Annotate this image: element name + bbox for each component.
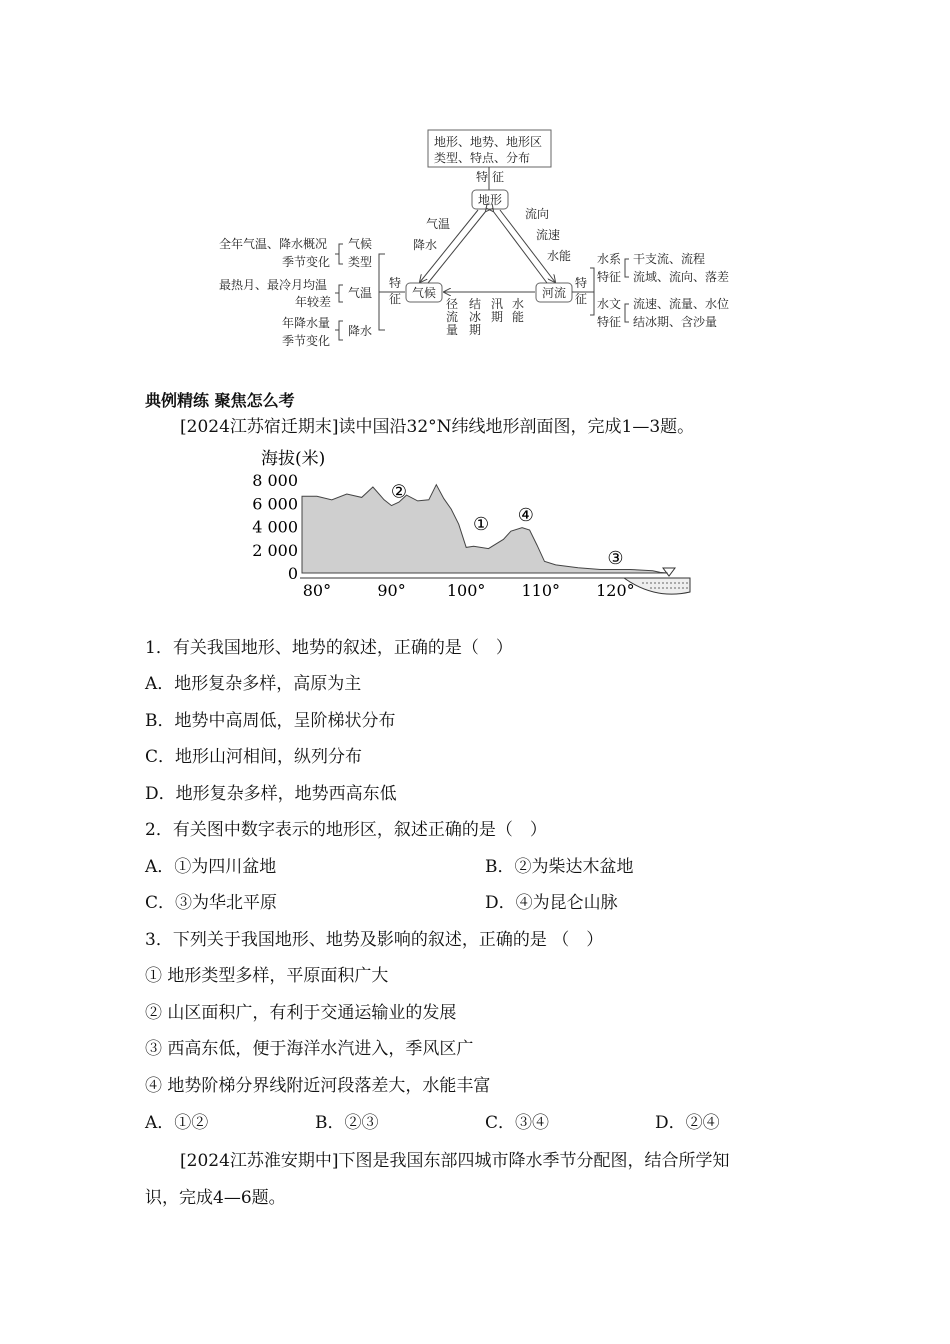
terrain-marker: ④ bbox=[517, 504, 534, 526]
climate-item: 季节变化 bbox=[282, 334, 331, 348]
y-tick-label: 6 000 bbox=[252, 494, 298, 514]
q3-statement: ④ 地势阶梯分界线附近河段落差大，水能丰富 bbox=[145, 1076, 491, 1096]
concept-diagram bbox=[0, 0, 950, 370]
intro-text-2-cont: 识，完成4—6题。 bbox=[145, 1188, 286, 1208]
feature-label: 征 bbox=[389, 292, 402, 306]
climate-group-label: 降水 bbox=[348, 324, 373, 338]
q2-option: B．②为柴达木盆地 bbox=[485, 857, 634, 877]
edge-label: 气温 bbox=[426, 217, 451, 231]
edge-label: 量 bbox=[446, 323, 459, 337]
q1-option: C．地形山河相间，纵列分布 bbox=[145, 747, 363, 767]
q2-option: A．①为四川盆地 bbox=[145, 857, 277, 877]
y-tick-label: 0 bbox=[287, 564, 298, 583]
q3-option: B．②③ bbox=[315, 1113, 379, 1133]
feature-label: 特 bbox=[575, 276, 588, 290]
edge-label: 汛 bbox=[491, 297, 504, 311]
q2-option: D．④为昆仑山脉 bbox=[485, 893, 618, 913]
edge-label: 期 bbox=[469, 323, 482, 337]
river-group-label: 特征 bbox=[597, 270, 622, 284]
terrain-marker: ① bbox=[473, 514, 490, 536]
question-2-stem: 2．有关图中数字表示的地形区，叙述正确的是（ ） bbox=[145, 820, 547, 840]
river-group-label: 水文 bbox=[597, 297, 622, 311]
edge-label: 流向 bbox=[525, 207, 550, 221]
edge-label: 结 bbox=[469, 297, 482, 311]
q1-option: B．地势中高周低，呈阶梯状分布 bbox=[145, 711, 396, 731]
q1-option: A．地形复杂多样，高原为主 bbox=[145, 674, 362, 694]
intro-text-2: [2024江苏淮安期中]下图是我国东部四城市降水季节分配图，结合所学知 bbox=[180, 1151, 730, 1171]
river-group-label: 水系 bbox=[597, 252, 622, 266]
terrain-content-line: 地形、地势、地形区 bbox=[434, 135, 543, 149]
node-river-label: 河流 bbox=[542, 286, 567, 300]
water-level-icon bbox=[663, 568, 675, 576]
node-climate-label: 气候 bbox=[412, 286, 437, 300]
edge-label: 能 bbox=[512, 310, 525, 324]
terrain-marker: ③ bbox=[607, 547, 624, 569]
edge-label: 流速 bbox=[536, 228, 561, 242]
section-title: 典例精练 聚焦怎么考 bbox=[145, 391, 295, 410]
y-tick-label: 2 000 bbox=[252, 540, 298, 560]
feature-label: 特 bbox=[476, 170, 489, 184]
q3-statement: ③ 西高东低，便于海洋水汽进入，季风区广 bbox=[145, 1039, 474, 1059]
q2-option: C．③为华北平原 bbox=[145, 893, 278, 913]
terrain-content-line: 类型、特点、分布 bbox=[434, 151, 531, 165]
edge-label: 冰 bbox=[469, 310, 482, 324]
node-terrain-label: 地形 bbox=[478, 193, 503, 207]
q3-option: D．②④ bbox=[655, 1113, 720, 1133]
q3-statement: ② 山区面积广，有利于交通运输业的发展 bbox=[145, 1003, 457, 1023]
river-item: 结冰期、含沙量 bbox=[633, 315, 718, 329]
climate-item: 季节变化 bbox=[282, 255, 331, 269]
climate-group-label: 类型 bbox=[348, 255, 373, 269]
q3-option: A．①② bbox=[145, 1113, 209, 1133]
terrain-profile-chart bbox=[0, 440, 950, 610]
river-group-label: 特征 bbox=[597, 315, 622, 329]
q1-option: D．地形复杂多样，地势西高东低 bbox=[145, 784, 397, 804]
y-axis-label: 海拔(米) bbox=[261, 449, 326, 469]
river-item: 流域、流向、落差 bbox=[633, 270, 730, 284]
x-tick-label: 80° bbox=[302, 581, 332, 600]
climate-item: 全年气温、降水概况 bbox=[219, 237, 328, 251]
feature-label: 征 bbox=[492, 170, 505, 184]
y-tick-label: 8 000 bbox=[252, 471, 298, 490]
feature-label: 征 bbox=[575, 292, 588, 306]
edge-label: 径 bbox=[446, 297, 459, 311]
edge-label: 水能 bbox=[547, 249, 572, 263]
q3-option: C．③④ bbox=[485, 1113, 550, 1133]
x-tick-label: 110° bbox=[521, 581, 561, 600]
edge-label: 降水 bbox=[413, 238, 438, 252]
edge-label: 期 bbox=[491, 310, 504, 324]
climate-group-label: 气候 bbox=[348, 237, 373, 251]
y-tick-label: 4 000 bbox=[252, 517, 298, 537]
edge-label: 流 bbox=[446, 310, 459, 324]
question-1-stem: 1．有关我国地形、地势的叙述，正确的是（ ） bbox=[145, 638, 513, 658]
river-item: 干支流、流程 bbox=[633, 252, 706, 266]
climate-group-label: 气温 bbox=[348, 286, 373, 300]
climate-item: 年较差 bbox=[295, 295, 332, 309]
edge-label: 水 bbox=[512, 297, 525, 311]
x-tick-label: 120° bbox=[596, 581, 635, 600]
x-tick-label: 90° bbox=[377, 581, 406, 600]
climate-item: 最热月、最冷月均温 bbox=[219, 278, 328, 292]
feature-label: 特 bbox=[389, 276, 402, 290]
x-tick-label: 100° bbox=[446, 581, 486, 600]
river-item: 流速、流量、水位 bbox=[633, 297, 730, 311]
terrain-marker: ② bbox=[390, 481, 408, 503]
q3-statement: ① 地形类型多样，平原面积广大 bbox=[145, 966, 389, 986]
intro-text-1: [2024江苏宿迁期末]读中国沿32°N纬线地形剖面图，完成1—3题。 bbox=[180, 417, 695, 437]
question-3-stem: 3．下列关于我国地形、地势及影响的叙述，正确的是 （ ） bbox=[145, 930, 604, 950]
climate-item: 年降水量 bbox=[282, 316, 331, 330]
